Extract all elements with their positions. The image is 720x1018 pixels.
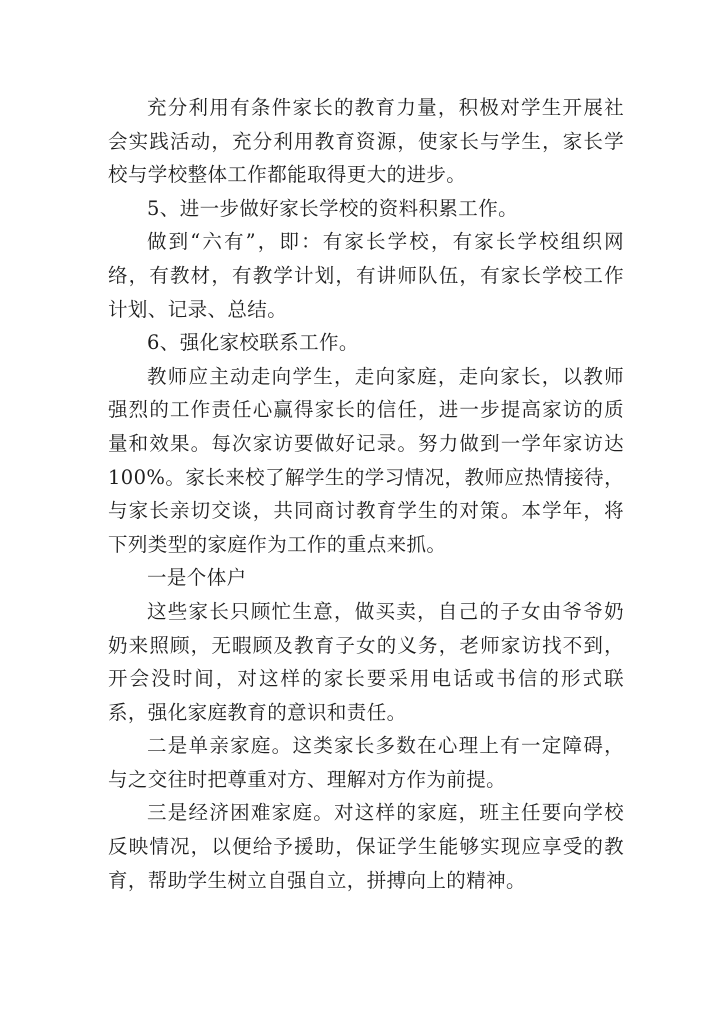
paragraph-1: 充分利用有条件家长的教育力量，积极对学生开展社会实践活动，充分利用教育资源，使家长与学生，家长学校与学校整体工作都能取得更大的进步。 xyxy=(108,96,624,187)
paragraph-six-haves: 做到“六有”，即：有家长学校，有家长学校组织网络，有教材，有教学计划，有讲师队伍，有家长学校工作计划、记录、总结。 xyxy=(108,230,624,321)
heading-item-6: 6、强化家校联系工作。 xyxy=(147,331,359,355)
document-body xyxy=(108,91,624,897)
paragraph-self-employed: 这些家长只顾忙生意，做买卖，自己的子女由爷爷奶奶来照顾，无暇顾及教育子女的义务，老师家访找不到，开会没时间，对这样的家长要采用电话或书信的形式联系，强化家庭教育的意识和责任。 xyxy=(108,599,624,724)
subheading-self-employed: 一是个体户 xyxy=(147,566,247,590)
paragraph-home-visits: 教师应主动走向学生，走向家庭，走向家长，以教师强烈的工作责任心赢得家长的信任，进一步提高家访的质量和效果。每次家访要做好记录。努力做到一学年家访达 100%。家长来校了解学生的学习情况，教师应热情接待，与家长亲切交谈，共同商讨教育学生的对策。本学年，将下列类型的家庭作为工作的重点来抓。 xyxy=(108,364,624,556)
heading-item-5: 5、进一步做好家长学校的资料积累工作。 xyxy=(147,196,519,220)
paragraph-single-parent: 二是单亲家庭。这类家长多数在心理上有一定障碍，与之交往时把尊重对方、理解对方作为前提。 xyxy=(108,734,624,791)
paragraph-low-income: 三是经济困难家庭。对这样的家庭，班主任要向学校反映情况，以便给予援助，保证学生能够实现应享受的教育，帮助学生树立自强自立，拼搏向上的精神。 xyxy=(108,801,624,892)
